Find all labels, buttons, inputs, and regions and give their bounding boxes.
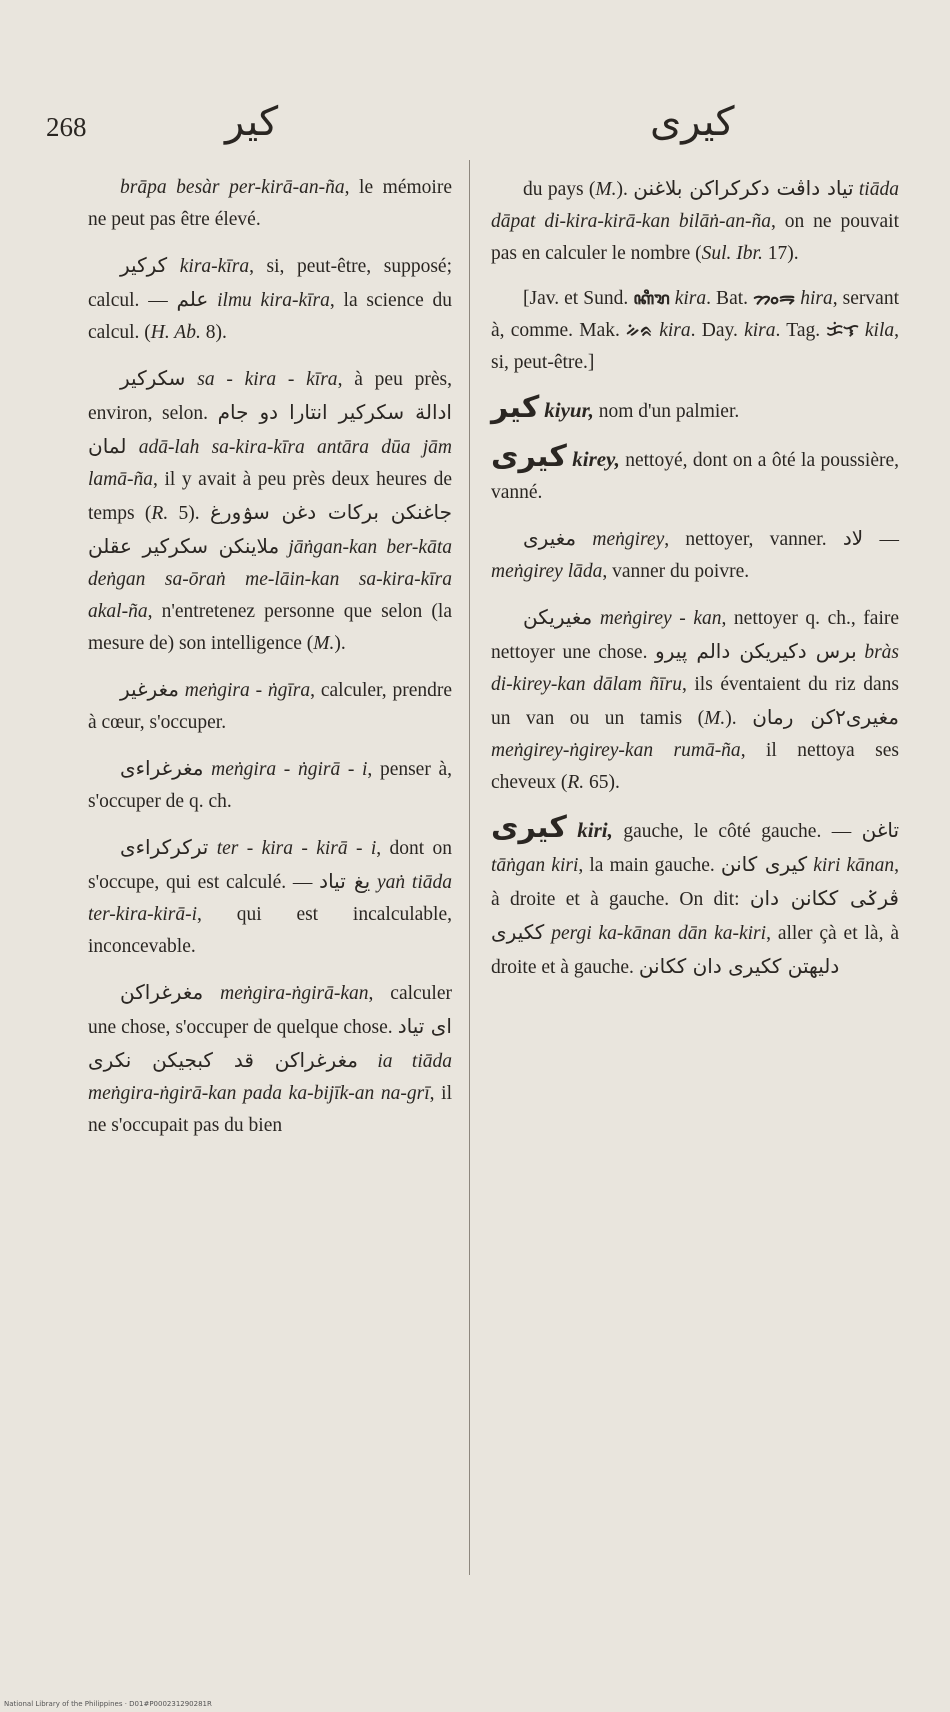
text-run: nom d'un palmier.	[593, 401, 740, 422]
text-run: , à peu près, environ, selon.	[88, 369, 452, 424]
dictionary-paragraph	[491, 522, 899, 588]
left-column	[88, 172, 452, 1155]
text-run	[208, 838, 216, 859]
transliteration: meṅgira - ṅgirā - i	[211, 759, 368, 780]
dictionary-entry	[491, 392, 899, 428]
text-run: ).	[725, 708, 753, 729]
dictionary-entry	[491, 812, 899, 984]
text-run: , la science du calcul. (	[88, 290, 453, 343]
cognate-word: hira	[800, 288, 833, 309]
text-run: —	[863, 529, 900, 550]
text-run: . Bat.	[706, 288, 754, 309]
text-run: , aller çà et là, à droite et à gauche.	[491, 923, 900, 978]
text-run: 5).	[168, 503, 210, 524]
headword: kiri,	[577, 818, 613, 842]
page-number: 268	[46, 112, 87, 142]
script-glyph: ᯂᯪᯒ	[753, 289, 796, 309]
text-run: gauche, le côté gauche. —	[612, 821, 862, 842]
text-run: nettoyé, dont on a ôté la poussière, vanné.	[491, 450, 899, 503]
headword-jawi: كير	[491, 390, 540, 425]
jawi-text: مغيرى	[523, 526, 577, 550]
text-run: , il y avait à peu près deux heures de temps (	[88, 469, 452, 524]
jawi-text: علم	[176, 287, 209, 311]
transliteration: adā-lah sa-kira-kīra antāra dūa jām lamā-ña	[88, 437, 452, 490]
transliteration: kira-kīra	[179, 256, 250, 277]
running-header-right: كيرى	[650, 99, 735, 144]
jawi-text: مغيرى٢كن رمان	[752, 705, 899, 729]
script-glyph: ᜃᜒᜎ	[826, 321, 859, 341]
jawi-text: تاغن	[861, 818, 900, 842]
transliteration: ter - kira - kirā - i	[216, 838, 377, 859]
text-run	[279, 537, 288, 558]
source-reference: R.	[151, 503, 169, 524]
transliteration: ia tiāda meṅgira-ṅgirā-kan pada ka-bijīk-an na-grī	[88, 1051, 452, 1104]
text-run: , si, peut-être, supposé; calcul. —	[88, 256, 453, 311]
text-run: , dont on s'occupe, qui est calculé. —	[88, 838, 452, 893]
transliteration: bràs di-kirey-kan dālam ñīru	[491, 642, 899, 695]
jawi-text: مغرغراكن	[120, 980, 204, 1004]
text-run: 65).	[584, 772, 620, 793]
text-run	[126, 437, 138, 458]
transliteration: ilmu kira-kīra	[217, 290, 330, 311]
transliteration: yaṅ tiāda ter-kira-kirā-i	[88, 872, 453, 925]
source-reference: M.	[704, 708, 726, 729]
text-run: 17).	[762, 243, 799, 264]
text-run	[567, 821, 577, 842]
text-run: [Jav. et Sund.	[523, 288, 634, 309]
jawi-text: مغيريكن	[523, 605, 593, 629]
text-run	[576, 529, 592, 550]
dictionary-paragraph	[88, 249, 452, 349]
dictionary-paragraph	[88, 976, 452, 1142]
text-run: , servant à, comme. Mak.	[491, 288, 899, 341]
headword-jawi: كيرى	[491, 439, 567, 474]
text-run: du pays (	[523, 179, 596, 200]
text-run	[592, 608, 600, 629]
cognate-word: kira	[674, 288, 707, 309]
text-run: , penser à, s'occuper de q. ch.	[88, 759, 453, 812]
jawi-text: مغرغراءى	[120, 756, 204, 780]
cognate-word: kila	[864, 320, 895, 341]
jawi-text: ڤرݢى ككانن دان ككيرى	[491, 886, 899, 944]
transliteration: meṅgira-ṅgirā-kan	[220, 983, 369, 1004]
jawi-text: لاد	[842, 526, 864, 550]
cognate-word: kira	[744, 320, 776, 341]
text-run: , calculer, prendre à cœur, s'occuper.	[88, 680, 453, 733]
source-reference: M.	[595, 179, 617, 200]
text-run: , vanner du poivre.	[602, 561, 750, 582]
text-run: , nettoyer, vanner.	[664, 529, 843, 550]
text-run: , on ne pouvait pas en calculer le nombre (	[491, 211, 899, 264]
jawi-text: تياد داڤت دكركراكن بلاغنن	[633, 176, 854, 200]
headword: kirey,	[572, 447, 620, 471]
source-reference: H. Ab.	[150, 322, 201, 343]
jawi-text: مغرغير	[120, 677, 179, 701]
dictionary-paragraph	[491, 283, 899, 379]
jawi-text: ادالة سكركير انتارا دو جام لمان	[88, 400, 452, 458]
dictionary-paragraph	[88, 752, 452, 818]
text-run	[208, 290, 217, 311]
headword-jawi: كيرى	[491, 810, 567, 845]
transliteration: jāṅgan-kan ber-kāta deṅgan sa-ōraṅ me-lāin-kan sa-kira-kīra akal-ña	[88, 537, 452, 622]
transliteration: meṅgirey	[592, 529, 665, 550]
text-run: , calculer une chose, s'occuper de quelque chose.	[88, 983, 452, 1038]
column-divider	[469, 160, 470, 1575]
text-run: . Tag.	[775, 320, 827, 341]
transliteration: sa - kira - kīra	[197, 369, 338, 390]
cognate-word: kira	[659, 320, 691, 341]
jawi-text: سكركير	[120, 366, 186, 390]
source-reference: Sul. Ibr.	[701, 243, 763, 264]
transliteration: tiāda dāpat di-kira-kirā-kan bilāṅ-an-ña	[491, 179, 899, 232]
text-run: , le mémoire ne peut pas être élevé.	[88, 177, 452, 230]
text-run: , si, peut-être.]	[491, 320, 899, 373]
jawi-text: دليهتن ككيرى دان ككانن	[638, 954, 840, 978]
dictionary-paragraph	[491, 601, 899, 799]
right-column	[491, 172, 899, 997]
transliteration: meṅgira - ṅgīra	[184, 680, 311, 701]
text-run: , nettoyer q. ch., faire nettoyer une chose.	[491, 608, 900, 663]
dictionary-paragraph	[88, 673, 452, 739]
text-run: , qui est incalculable, inconcevable.	[88, 904, 452, 957]
text-run: , n'entretenez personne que selon (la mesure de) son intelligence (	[88, 601, 452, 654]
dictionary-paragraph	[88, 831, 452, 963]
dictionary-entry	[491, 441, 899, 509]
text-run	[358, 1051, 377, 1072]
transliteration: kiri kānan	[813, 855, 895, 876]
dictionary-paragraph	[88, 172, 452, 236]
text-run	[167, 256, 180, 277]
jawi-text: كركير	[120, 253, 168, 277]
script-glyph: ꦏꦶꦫ	[633, 289, 670, 309]
transliteration: meṅgirey lāda	[491, 561, 603, 582]
text-run	[185, 369, 197, 390]
text-run: , à droite et à gauche. On dit:	[491, 855, 900, 910]
transliteration: meṅgirey-ṅgirey-kan rumā-ña	[491, 740, 741, 761]
text-run: 8).	[200, 322, 227, 343]
text-run: . Day.	[690, 320, 745, 341]
dictionary-paragraph	[491, 172, 899, 270]
jawi-text: اى تياد مغرغراكن قد كبجيكن نكرى	[88, 1014, 452, 1072]
text-run: ).	[334, 633, 346, 654]
text-run: , il nettoya ses cheveux (	[491, 740, 899, 793]
jawi-text: كيرى كانن	[720, 852, 808, 876]
dictionary-paragraph	[88, 362, 452, 660]
jawi-text: برس دكيريكن دالم ڽيرو	[655, 639, 857, 663]
transliteration: meṅgirey - kan	[599, 608, 722, 629]
transliteration: tāṅgan kiri	[491, 855, 579, 876]
transliteration: pergi ka-kānan dān ka-kiri	[551, 923, 767, 944]
text-run: , il ne s'occupait pas du bien	[88, 1083, 452, 1136]
jawi-text: تركركراءى	[120, 835, 209, 859]
jawi-text: يغ تياد	[319, 869, 371, 893]
library-footer: National Library of the Philippines · D01#P000231290281R	[4, 1700, 212, 1708]
transliteration: brāpa besàr per-kirā-an-ña	[120, 177, 345, 198]
text-run: , la main gauche.	[578, 855, 721, 876]
headword: kiyur,	[544, 398, 594, 422]
source-reference: R.	[567, 772, 585, 793]
text-run: ).	[616, 179, 634, 200]
text-run	[370, 872, 377, 893]
text-run: , ils éventaient du riz dans un van ou un tamis (	[491, 674, 899, 729]
source-reference: M.	[313, 633, 335, 654]
text-run	[203, 983, 220, 1004]
script-glyph: ᨀᨗᨑ	[626, 321, 653, 341]
running-header-left: كير	[225, 99, 279, 144]
jawi-text: جاغنكن بركات دغن سۉورغ ملاينكن سكركير عقلن	[88, 500, 452, 558]
